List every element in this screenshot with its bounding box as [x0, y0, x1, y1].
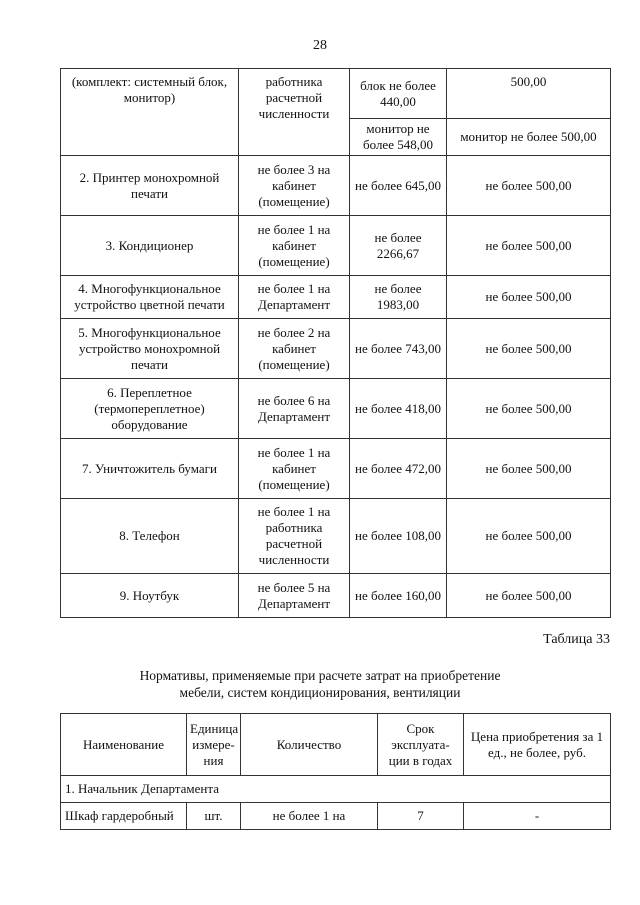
page-number: 28: [313, 38, 327, 53]
column-header: Количество: [241, 714, 378, 776]
item-price: не более 418,00: [350, 379, 447, 439]
table-row: [61, 69, 611, 119]
table-row: [61, 803, 611, 830]
item-norm: не более 2 на кабинет (помещение): [239, 319, 350, 379]
item-term: 7: [378, 803, 464, 830]
item-norm: работника расчетной численности: [239, 69, 350, 156]
item-price: блок не более 440,00: [350, 69, 447, 119]
item-price: не более 645,00: [350, 156, 447, 216]
section-label: 1. Начальник Департамента: [61, 776, 611, 803]
heading-line: Нормативы, применяемые при расчете затрат на приобретение: [139, 668, 501, 683]
item-price: не более 472,00: [350, 439, 447, 499]
item-norm: не более 6 на Департамент: [239, 379, 350, 439]
item-name: 7. Уничтожитель бумаги: [61, 439, 239, 499]
item-limit: не более 500,00: [447, 499, 611, 574]
table-row: [61, 216, 611, 276]
item-limit: не более 500,00: [447, 574, 611, 618]
equipment-norms-table: [60, 68, 611, 618]
item-limit: не более 500,00: [447, 216, 611, 276]
item-price: не более 108,00: [350, 499, 447, 574]
table-row: [61, 319, 611, 379]
item-limit: не более 500,00: [447, 439, 611, 499]
column-header: Цена приобретения за 1 ед., не более, руб.: [464, 714, 611, 776]
item-name: 4. Многофункциональное устройство цветной печати: [61, 276, 239, 319]
table-row: [61, 574, 611, 618]
item-price: не более 160,00: [350, 574, 447, 618]
item-limit: не более 500,00: [447, 276, 611, 319]
table-header-row: [61, 714, 611, 776]
column-header: Срок эксплуата-ции в годах: [378, 714, 464, 776]
heading-line: мебели, систем кондиционирования, вентиляции: [179, 685, 461, 700]
item-price: не более 2266,67: [350, 216, 447, 276]
section-heading: [0, 667, 640, 701]
table-row: [61, 439, 611, 499]
item-limit: не более 500,00: [447, 379, 611, 439]
item-limit: не более 500,00: [447, 156, 611, 216]
item-limit: монитор не более 500,00: [447, 119, 611, 156]
table-caption: Таблица 33: [543, 632, 610, 647]
item-limit: не более 500,00: [447, 319, 611, 379]
item-name: Шкаф гардеробный: [61, 803, 187, 830]
item-name: 2. Принтер монохромной печати: [61, 156, 239, 216]
table-row: [61, 156, 611, 216]
item-quantity: не более 1 на: [241, 803, 378, 830]
item-price: не более 743,00: [350, 319, 447, 379]
item-price: монитор не более 548,00: [350, 119, 447, 156]
item-norm: не более 5 на Департамент: [239, 574, 350, 618]
item-unit: шт.: [187, 803, 241, 830]
table-row: [61, 276, 611, 319]
item-name: 8. Телефон: [61, 499, 239, 574]
item-price: -: [464, 803, 611, 830]
item-name: 9. Ноутбук: [61, 574, 239, 618]
table-row: [61, 379, 611, 439]
item-name: 5. Многофункциональное устройство монохромной печати: [61, 319, 239, 379]
item-limit: 500,00: [447, 69, 611, 119]
furniture-norms-table: [60, 713, 611, 830]
item-price: не более 1983,00: [350, 276, 447, 319]
item-norm: не более 3 на кабинет (помещение): [239, 156, 350, 216]
item-norm: не более 1 на кабинет (помещение): [239, 439, 350, 499]
column-header: Единица измере-ния: [187, 714, 241, 776]
table-section-row: [61, 776, 611, 803]
item-norm: не более 1 на Департамент: [239, 276, 350, 319]
item-name: (комплект: системный блок, монитор): [61, 69, 239, 156]
item-name: 3. Кондиционер: [61, 216, 239, 276]
item-norm: не более 1 на работника расчетной численности: [239, 499, 350, 574]
item-name: 6. Переплетное (термопереплетное) оборудование: [61, 379, 239, 439]
table-row: [61, 499, 611, 574]
item-norm: не более 1 на кабинет (помещение): [239, 216, 350, 276]
column-header: Наименование: [61, 714, 187, 776]
